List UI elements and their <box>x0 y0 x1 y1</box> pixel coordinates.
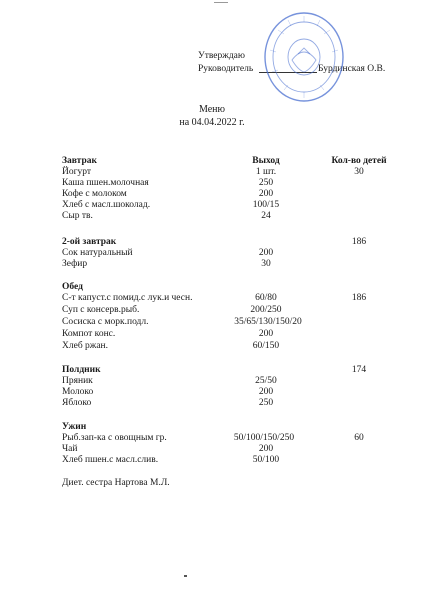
dish-portion: 1 шт. <box>255 167 277 177</box>
page-title: Меню <box>198 104 226 115</box>
dish-portion: 200 <box>258 444 274 454</box>
meal-header: Обед <box>62 282 83 292</box>
dish-name: Йогурт <box>62 167 92 177</box>
dish-portion: 30 <box>261 259 271 269</box>
dish-portion: 200/250 <box>250 305 282 315</box>
dish-portion: 60/150 <box>252 341 280 351</box>
children-column-header: Кол-во детей <box>331 156 387 166</box>
meal-header: Ужин <box>62 422 87 432</box>
dish-name: Суп с консерв.рыб. <box>62 305 140 315</box>
dish-name: Кофе с молоком <box>62 189 127 199</box>
dish-portion: 35/65/130/150/20 <box>234 317 302 327</box>
dish-name: С-т капуст.с помид.с лук.и чесн. <box>62 293 193 303</box>
dietitian-signature: Диет. сестра Нартова М.Л. <box>62 478 170 488</box>
head-label: Руководитель <box>198 64 254 74</box>
dish-name: Компот конс. <box>62 329 116 339</box>
round-official-stamp-icon <box>262 10 346 104</box>
children-count: 30 <box>354 167 364 177</box>
dish-name: Чай <box>62 444 78 454</box>
approve-label: Утверждаю <box>198 51 245 61</box>
scan-speck <box>214 2 228 3</box>
dish-portion: 100/15 <box>252 200 280 210</box>
dish-name: Хлеб с масл.шоколад. <box>62 200 151 210</box>
dish-name: Пряник <box>62 376 93 386</box>
dish-name: Хлеб ржан. <box>62 341 109 351</box>
menu-date: на 04.04.2022 г. <box>179 117 245 128</box>
dish-portion: 250 <box>258 398 274 408</box>
children-count: 186 <box>351 237 367 247</box>
dish-name: Сосиска с морк.подл. <box>62 317 149 327</box>
dish-name: Сок натуральный <box>62 248 133 258</box>
dish-portion: 200 <box>258 189 274 199</box>
dish-name: Молоко <box>62 387 94 397</box>
portion-column-header: Выход <box>252 156 280 166</box>
dish-name: Хлеб пшен.с масл.слив. <box>62 455 159 465</box>
dish-portion: 50/100/150/250 <box>233 433 295 443</box>
dish-name: Яблоко <box>62 398 92 408</box>
head-name: Бурдинская О.В. <box>318 64 386 74</box>
children-count: 186 <box>351 293 367 303</box>
meal-header: Полдник <box>62 365 101 375</box>
dish-portion: 200 <box>258 248 274 258</box>
scan-speck <box>184 575 187 577</box>
dish-name: Сыр тв. <box>62 211 93 221</box>
dish-portion: 25/50 <box>255 376 277 386</box>
children-count: 60 <box>354 433 364 443</box>
dish-portion: 24 <box>261 211 271 221</box>
dish-name: Каша пшен.молочная <box>62 178 149 188</box>
dish-portion: 200 <box>258 387 274 397</box>
children-count: 174 <box>351 365 367 375</box>
dish-portion: 60/80 <box>255 293 277 303</box>
dish-portion: 250 <box>258 178 274 188</box>
meal-header-breakfast: Завтрак <box>62 156 97 166</box>
dish-portion: 50/100 <box>252 455 280 465</box>
meal-header: 2-ой завтрак <box>62 237 117 247</box>
dish-name: Зефир <box>62 259 88 269</box>
dish-name: Рыб.зап-ка с овощным гр. <box>62 433 167 443</box>
dish-portion: 200 <box>258 329 274 339</box>
